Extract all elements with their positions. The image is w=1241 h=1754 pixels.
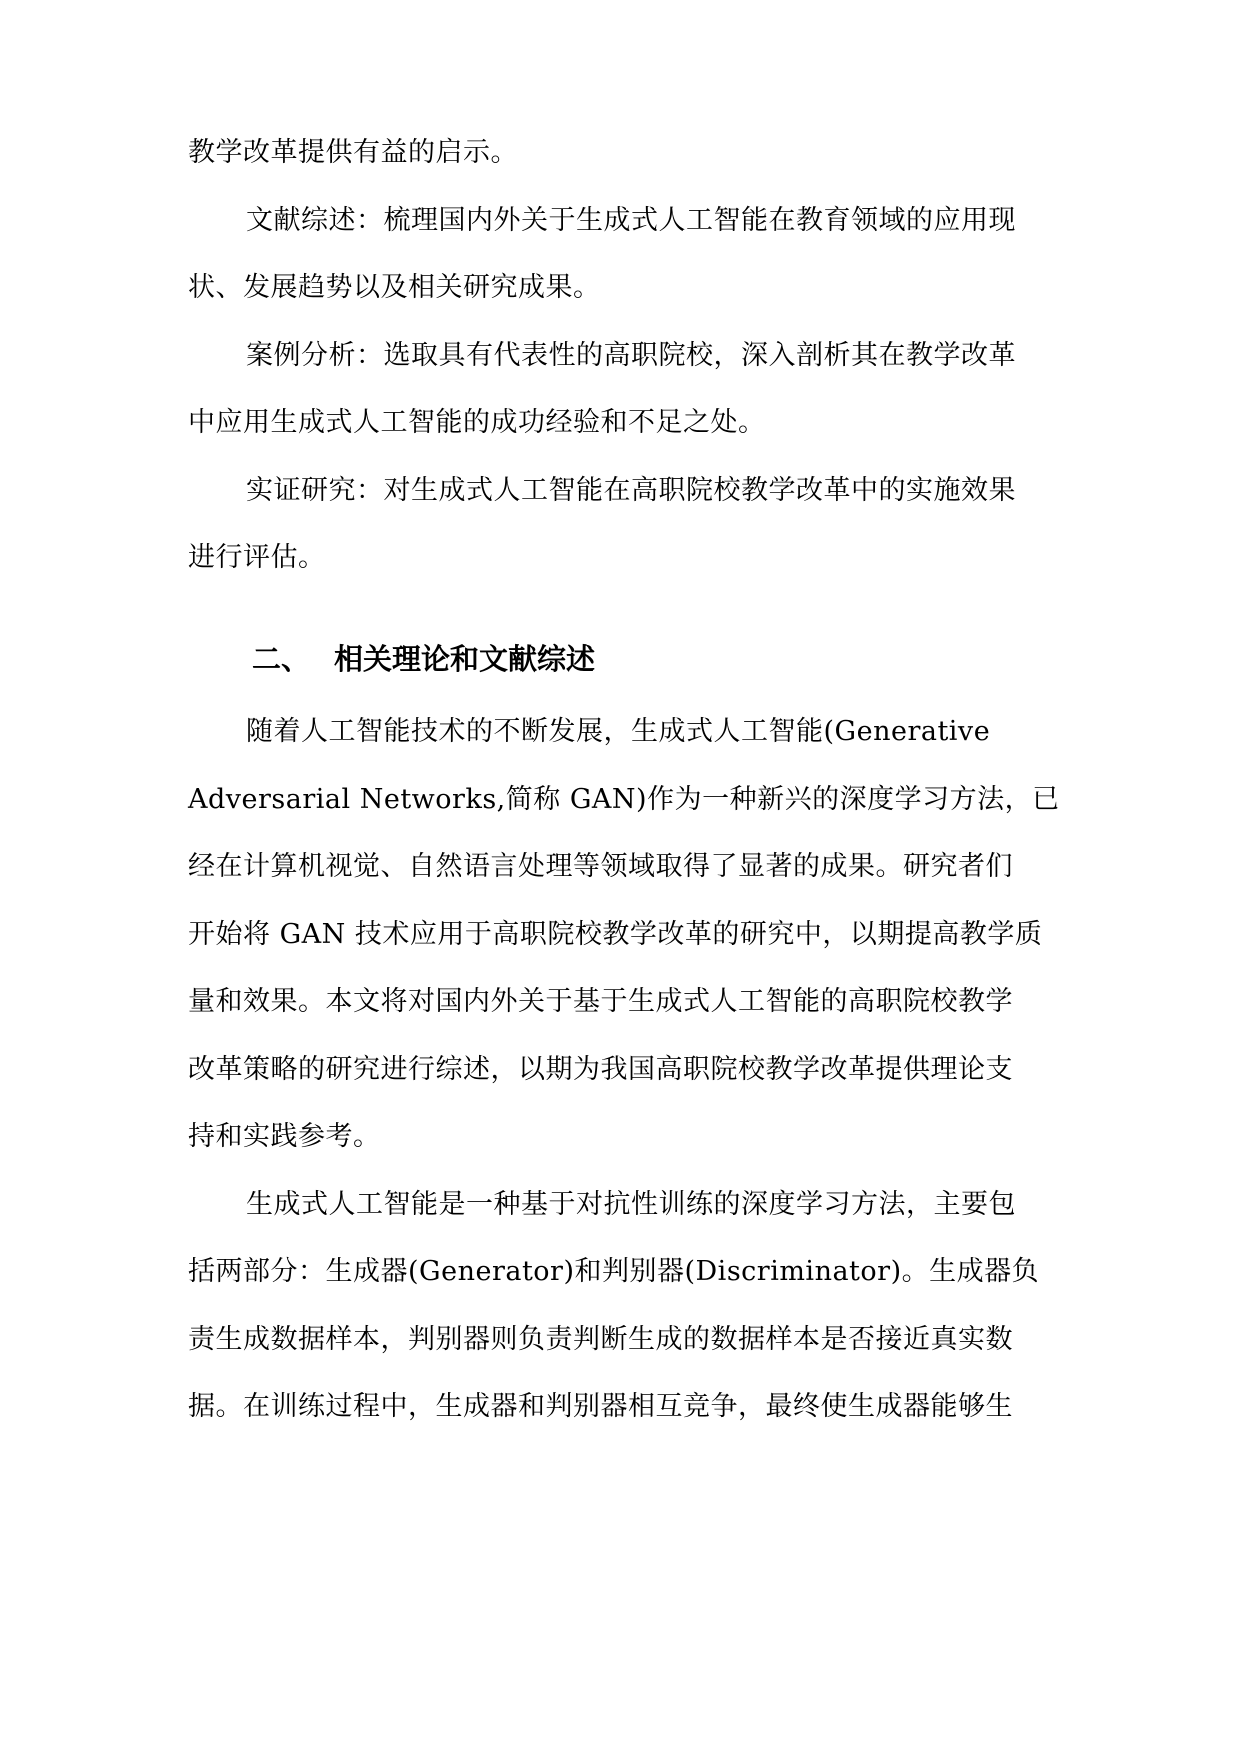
text-line: 据。在训练过程中，生成器和判别器相互竞争，最终使生成器能够生 xyxy=(188,1391,1013,1422)
text-line: Adversarial Networks,简称 GAN)作为一种新兴的深度学习方法，已 xyxy=(188,784,1060,815)
text-line: 进行评估。 xyxy=(188,542,326,573)
text-line: 量和效果。本文将对国内外关于基于生成式人工智能的高职院校教学 xyxy=(188,986,1013,1017)
text-line: 文献综述：梳理国内外关于生成式人工智能在教育领域的应用现 xyxy=(246,205,1016,236)
text-line: 持和实践参考。 xyxy=(188,1121,381,1152)
section-title: 相关理论和文献综述 xyxy=(334,642,596,676)
text-line: 状、发展趋势以及相关研究成果。 xyxy=(188,272,601,303)
text-line: 案例分析：选取具有代表性的高职院校，深入剖析其在教学改革 xyxy=(246,340,1016,371)
text-line: 实证研究：对生成式人工智能在高职院校教学改革中的实施效果 xyxy=(246,475,1016,506)
text-line: 责生成数据样本，判别器则负责判断生成的数据样本是否接近真实数 xyxy=(188,1324,1013,1355)
text-line: 教学改革提供有益的启示。 xyxy=(188,137,518,168)
section-number: 二、 xyxy=(252,642,311,676)
text-line: 括两部分：生成器(Generator)和判别器(Discriminator)。生成器负 xyxy=(188,1256,1040,1287)
text-line: 中应用生成式人工智能的成功经验和不足之处。 xyxy=(188,407,766,438)
text-line: 改革策略的研究进行综述，以期为我国高职院校教学改革提供理论支 xyxy=(188,1054,1013,1085)
text-line: 生成式人工智能是一种基于对抗性训练的深度学习方法，主要包 xyxy=(246,1189,1016,1220)
text-line: 开始将 GAN 技术应用于高职院校教学改革的研究中，以期提高教学质 xyxy=(188,919,1043,950)
text-line: 经在计算机视觉、自然语言处理等领域取得了显著的成果。研究者们 xyxy=(188,851,1013,882)
text-line: 随着人工智能技术的不断发展，生成式人工智能(Generative xyxy=(246,716,991,747)
